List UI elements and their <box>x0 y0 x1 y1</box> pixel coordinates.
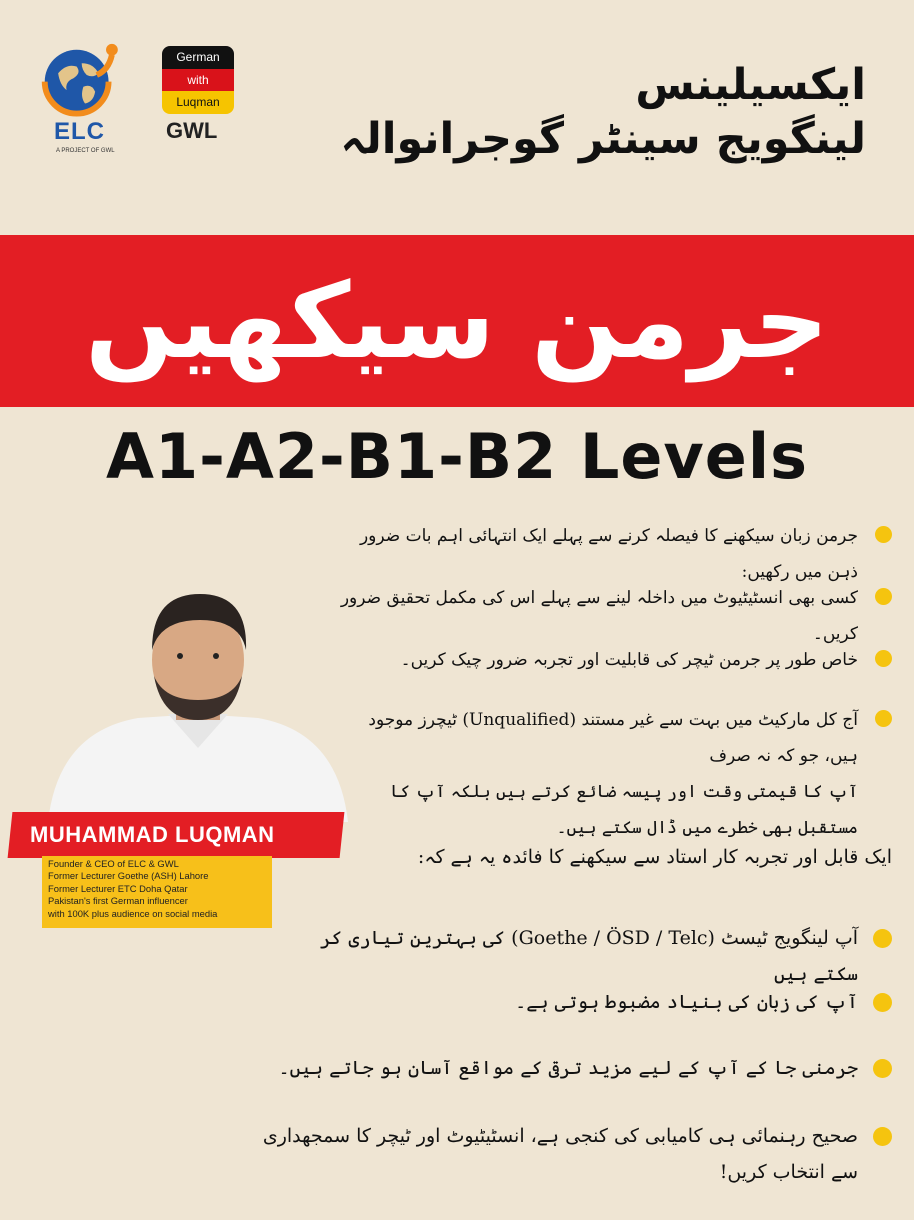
benefits-heading: ایک قابل اور تجربہ کار استاد سے سیکھنے کا فائدہ یہ ہے کہ: <box>417 846 892 868</box>
tip-text-continued: آپ کا قیمتی وقت اور پیسہ ضائع کرتے ہیں بلکہ آپ کا مستقبل بھی خطرے میں ڈال سکتے ہیں۔ <box>390 782 858 838</box>
credential-line: Pakistan's first German influencer <box>48 895 188 907</box>
benefit-text: آپ لینگویج ٹیسٹ (Goethe / ÖSD / Telc) کی بہترین تیاری کر سکتے ہیں <box>320 927 858 985</box>
bullet-icon <box>873 1127 892 1146</box>
gwl-badge-line: Luqman <box>162 91 234 114</box>
instructor-credentials <box>42 856 272 928</box>
tip-text: آج کل مارکیٹ میں بہت سے غیر مستند (Unqualified) ٹیچرز موجود ہیں، جو کہ نہ صرف <box>368 710 858 766</box>
academy-title <box>306 58 866 166</box>
benefit-text: جرمنی جا کے آپ کے لیے مزید ترقی کے مواقع آسان ہو جاتے ہیں۔ <box>278 1057 858 1079</box>
tip-text: جرمن زبان سیکھنے کا فیصلہ کرنے سے پہلے ایک انتہائی اہم بات ضرور ذہن میں رکھیں: <box>359 526 858 582</box>
academy-name-line2: لینگویج سینٹر گوجرانوالہ <box>340 114 866 164</box>
tip-item <box>332 642 892 678</box>
globe-icon <box>38 38 122 122</box>
benefit-text: صحیح رہنمائی ہی کامیابی کی کنجی ہے، انسٹیٹیوٹ اور ٹیچر کا سمجھداری سے انتخاب کریں! <box>262 1125 858 1183</box>
headline-banner <box>0 235 914 407</box>
credential-line: Former Lecturer Goethe (ASH) Lahore <box>48 870 209 882</box>
elc-logo-subtitle: A PROJECT OF GWL <box>56 148 115 154</box>
credential-line: with 100K plus audience on social media <box>48 907 218 919</box>
benefit-item <box>272 1050 892 1086</box>
tip-item <box>332 702 892 846</box>
instructor-photo <box>48 590 348 822</box>
bullet-icon <box>873 1059 892 1078</box>
gwl-logo-text: GWL <box>166 118 218 143</box>
benefit-item <box>272 984 892 1020</box>
instructor-name: MUHAMMAD LUQMAN <box>30 822 275 847</box>
bullet-icon <box>875 710 892 727</box>
credential-line: Former Lecturer ETC Doha Qatar <box>48 882 188 894</box>
elc-logo-text: ELC <box>54 118 105 145</box>
bullet-icon <box>873 929 892 948</box>
elc-logo <box>34 38 144 163</box>
academy-name-line1: ایکسیلینس <box>635 60 866 110</box>
benefit-text: آپ کی زبان کی بنیاد مضبوط ہوتی ہے۔ <box>515 991 858 1013</box>
banner-headline: جرمن سیکھیں <box>85 260 829 382</box>
benefit-item <box>272 920 892 992</box>
bullet-icon <box>873 993 892 1012</box>
benefit-item <box>252 1118 892 1190</box>
credential-line: Founder & CEO of ELC & GWL <box>48 858 179 869</box>
bullet-icon <box>875 650 892 667</box>
gwl-badge-line: with <box>162 69 234 92</box>
bullet-icon <box>875 588 892 605</box>
gwl-logo <box>162 46 234 146</box>
gwl-badge-line: German <box>162 46 234 69</box>
tip-text: کسی بھی انسٹیٹیوٹ میں داخلہ لینے سے پہلے اس کی مکمل تحقیق ضرور کریں۔ <box>340 588 858 644</box>
bullet-icon <box>875 526 892 543</box>
levels-title: A1-A2-B1-B2 Levels <box>106 420 808 493</box>
german-flag-badge <box>162 46 234 114</box>
tip-text: خاص طور پر جرمن ٹیچر کی قابلیت اور تجربہ ضرور چیک کریں۔ <box>400 650 858 670</box>
